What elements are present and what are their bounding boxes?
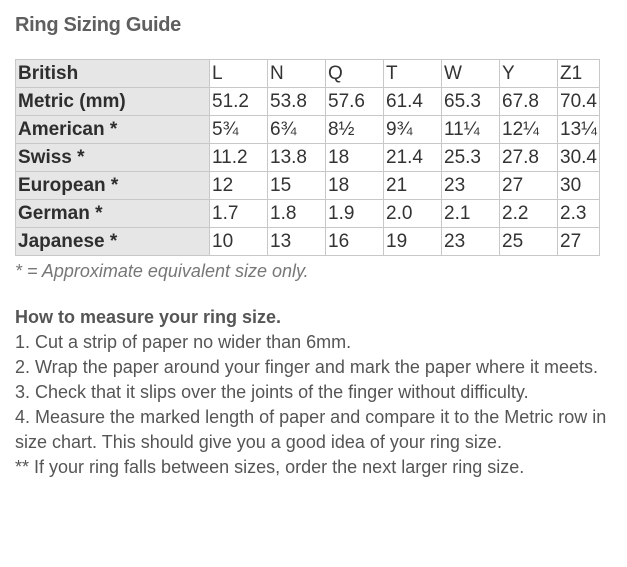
table-cell: 27 [558,228,600,256]
table-cell: 11¼ [442,116,500,144]
instruction-footnote: ** If your ring falls between sizes, order the next larger ring size. [15,457,525,477]
row-header-german: German * [16,200,210,228]
table-cell: 18 [326,172,384,200]
page-title: Ring Sizing Guide [15,14,182,36]
table-cell: Z1 [558,60,600,88]
table-cell: 19 [384,228,442,256]
table-cell: 57.6 [326,88,384,116]
table-cell: 1.9 [326,200,384,228]
table-cell: 23 [442,172,500,200]
table-cell: 8½ [326,116,384,144]
table-cell: 13 [268,228,326,256]
table-cell: 27 [500,172,558,200]
table-cell: 25.3 [442,144,500,172]
table-cell: 13¼ [558,116,600,144]
table-cell: W [442,60,500,88]
row-header-japanese: Japanese * [16,228,210,256]
instruction-step: 1. Cut a strip of paper no wider than 6mm. [15,332,352,352]
table-cell: 21.4 [384,144,442,172]
table-cell: 2.3 [558,200,600,228]
ring-size-table [15,59,600,256]
table-cell: 30.4 [558,144,600,172]
table-row-german [16,200,600,228]
table-cell: 1.7 [210,200,268,228]
table-cell: 11.2 [210,144,268,172]
table-row-japanese [16,228,600,256]
table-cell: 12¼ [500,116,558,144]
measurement-instructions [15,305,615,480]
table-cell: 9¾ [384,116,442,144]
row-header-metric: Metric (mm) [16,88,210,116]
table-cell: 10 [210,228,268,256]
table-cell: 6¾ [268,116,326,144]
table-cell: 25 [500,228,558,256]
instruction-step: 2. Wrap the paper around your finger and mark the paper where it meets. [15,357,598,377]
table-cell: Q [326,60,384,88]
table-cell: 30 [558,172,600,200]
approximate-size-note: * = Approximate equivalent size only. [15,261,309,281]
table-cell: 5¾ [210,116,268,144]
row-header-european: European * [16,172,210,200]
table-row-metric [16,88,600,116]
table-cell: 13.8 [268,144,326,172]
table-cell: L [210,60,268,88]
table-cell: 70.4 [558,88,600,116]
table-cell: 21 [384,172,442,200]
table-cell: 16 [326,228,384,256]
table-cell: 61.4 [384,88,442,116]
table-cell: 2.0 [384,200,442,228]
table-row-british [16,60,600,88]
table-cell: 27.8 [500,144,558,172]
row-header-british: British [16,60,210,88]
table-row-swiss [16,144,600,172]
table-cell: 51.2 [210,88,268,116]
table-cell: 53.8 [268,88,326,116]
instructions-heading: How to measure your ring size. [15,307,282,327]
table-cell: 2.2 [500,200,558,228]
table-cell: Y [500,60,558,88]
table-row-american [16,116,600,144]
row-header-swiss: Swiss * [16,144,210,172]
instruction-step: 3. Check that it slips over the joints of the finger without difficulty. [15,382,529,402]
row-header-american: American * [16,116,210,144]
table-row-european [16,172,600,200]
table-cell: 12 [210,172,268,200]
table-cell: 18 [326,144,384,172]
table-cell: 65.3 [442,88,500,116]
table-cell: 2.1 [442,200,500,228]
table-cell: 1.8 [268,200,326,228]
table-cell: N [268,60,326,88]
table-cell: T [384,60,442,88]
instruction-step: 4. Measure the marked length of paper and compare it to the Metric row in size chart. This should give you a good idea of your ring size. [15,407,607,452]
table-cell: 23 [442,228,500,256]
table-cell: 15 [268,172,326,200]
table-cell: 67.8 [500,88,558,116]
